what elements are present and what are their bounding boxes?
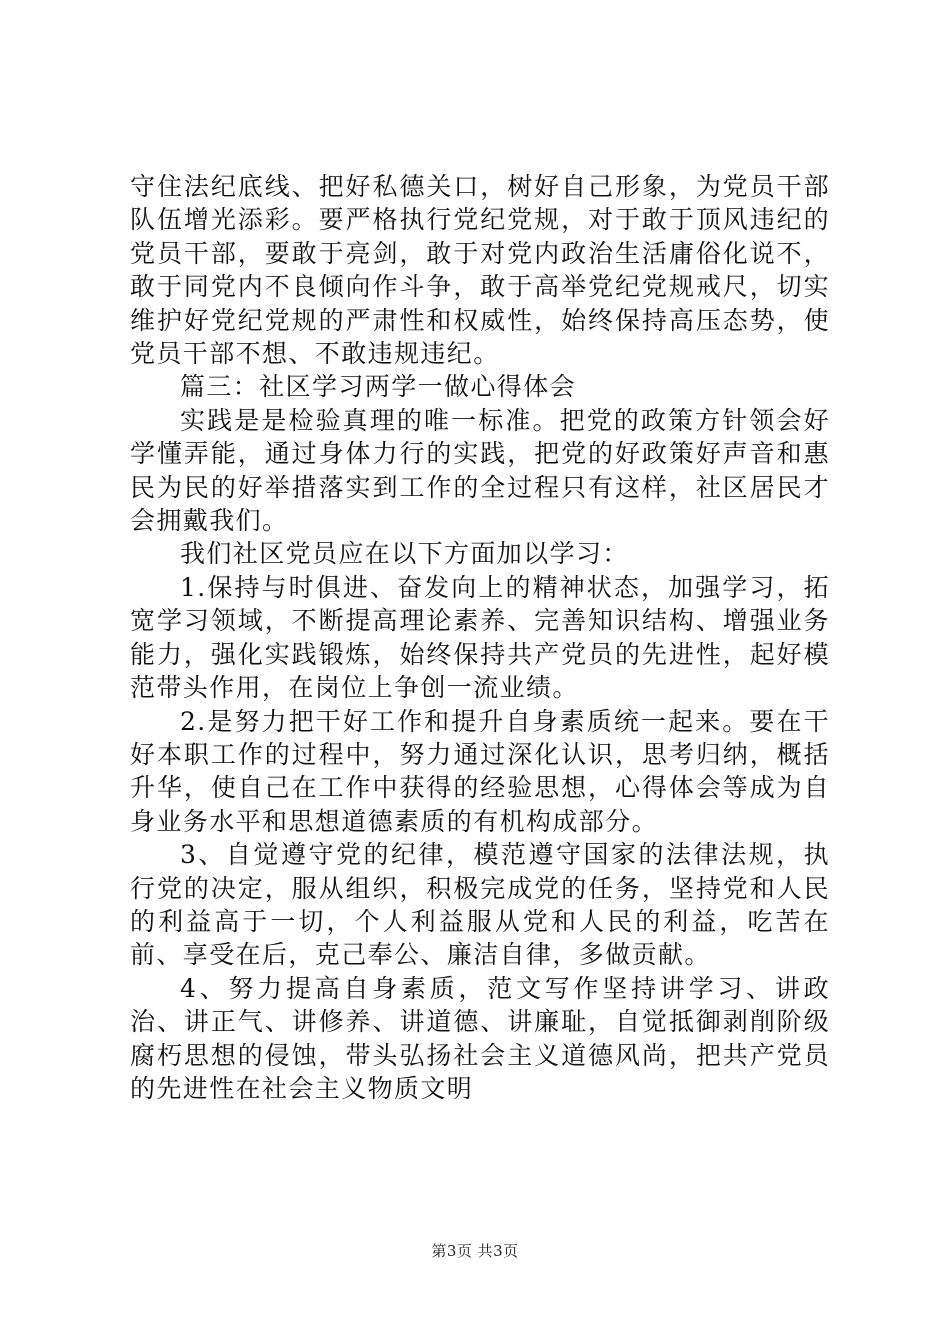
document-body bbox=[130, 170, 830, 1105]
list-item-1: 1.保持与时俱进、奋发向上的精神状态，加强学习，拓宽学习领域，不断提高理论素养、完善知识结构、增强业务能力，强化实践锻炼，始终保持共产党员的先进性，起好模范带头作用，在岗位上争创一流业绩。 bbox=[130, 572, 830, 703]
section-heading: 篇三：社区学习两学一做心得体会 bbox=[180, 372, 577, 402]
paragraph-intro: 实践是是检验真理的唯一标准。把党的政策方针领会好学懂弄能，通过身体力行的实践，把党的好政策好声音和惠民为民的好举措落实到工作的全过程只有这样，社区居民才会拥戴我们。 bbox=[130, 405, 830, 536]
page-number-footer: 第3页 共3页 bbox=[431, 1242, 519, 1260]
list-item-3: 3、自觉遵守党的纪律，模范遵守国家的法律法规，执行党的决定，服从组织，积极完成党的任务，坚持党和人民的利益高于一切，个人利益服从党和人民的利益，吃苦在前、享受在后，克己奉公、廉洁自律，多做贡献。 bbox=[130, 840, 830, 970]
list-item-2: 2.是努力把干好工作和提升自身素质统一起来。要在干好本职工作的过程中，努力通过深化认识，思考归纳，概括升华，使自己在工作中获得的经验思想，心得体会等成为自身业务水平和思想道德素质的有机构成部分。 bbox=[130, 706, 830, 836]
list-item-4: 4、努力提高自身素质，范文写作坚持讲学习、讲政治、讲正气、讲修养、讲道德、讲廉耻，自觉抵御剥削阶级腐朽思想的侵蚀，带头弘扬社会主义道德风尚，把共产党员的先进性在社会主义物质文明 bbox=[130, 973, 830, 1103]
paragraph-continuation: 守住法纪底线、把好私德关口，树好自己形象，为党员干部队伍增光添彩。要严格执行党纪党规，对于敢于顶风违纪的党员干部，要敢于亮剑，敢于对党内政治生活庸俗化说不，敢于同党内不良倾向作斗争，敢于高举党纪党规戒尺，切实维护好党纪党规的严肃性和权威性，始终保持高压态势，使党员干部不想、不敢违规违纪。 bbox=[130, 172, 830, 369]
paragraph-lead-in: 我们社区党员应在以下方面加以学习： bbox=[180, 539, 629, 569]
